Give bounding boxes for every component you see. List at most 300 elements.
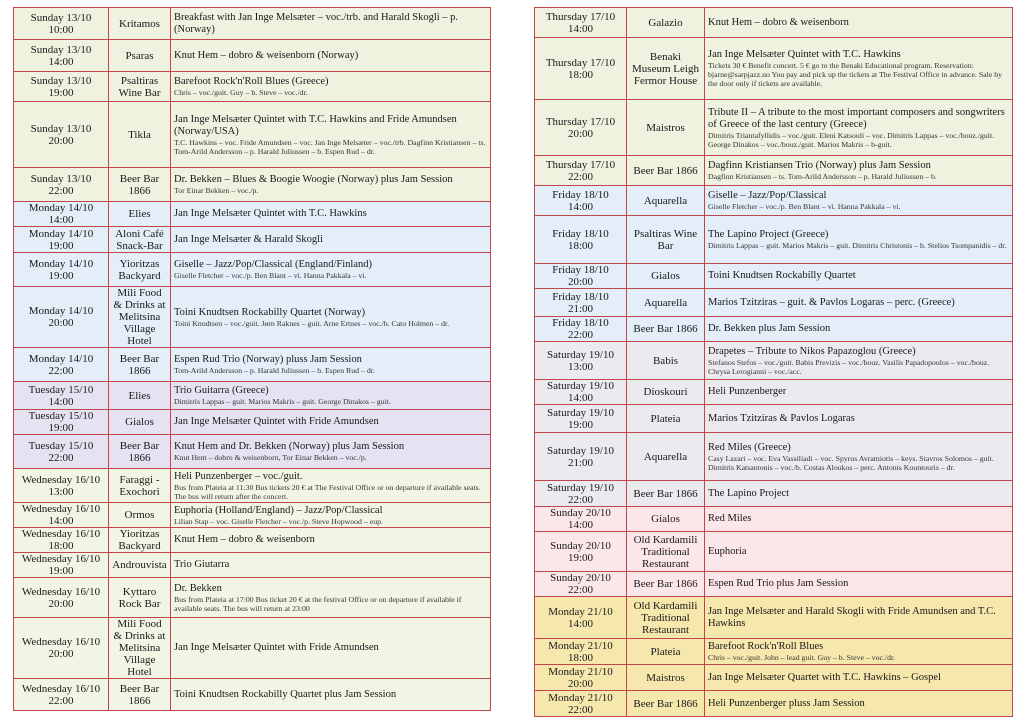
event-title: Jan Inge Melsæter Quintet with Fride Amundsen	[174, 642, 379, 653]
event-cell	[171, 40, 491, 72]
schedule-row	[535, 665, 1013, 691]
event-title: Jan Inge Melsæter Quintet with T.C. Hawkins	[174, 208, 367, 219]
event-cell	[171, 503, 491, 528]
event-date: Friday 18/10	[552, 188, 609, 201]
event-date: Thursday 17/10	[545, 158, 616, 171]
event-time: 10:00	[48, 23, 74, 36]
date-time-cell	[535, 100, 627, 156]
event-date: Sunday 20/10	[550, 539, 611, 552]
date-time-cell	[535, 572, 627, 597]
event-details: Casy Lazari – voc. Eva Vassiliadi – voc. Spyros Avramiotis – keys. Stavros Solomos – guit. Dimitris Katsantonis – voc./b. Costas Aloukos – perc. Antonis Kountouris – dr.	[708, 453, 994, 472]
schedule-row	[14, 348, 491, 382]
venue-cell	[109, 469, 171, 503]
event-time: 19:00	[567, 551, 594, 564]
venue-cell	[109, 287, 171, 348]
venue-name: Kyttaro Rock Bar	[118, 585, 161, 610]
venue-name: Plateia	[650, 645, 681, 658]
date-time-cell	[535, 405, 627, 433]
event-cell	[171, 382, 491, 410]
date-time-cell	[535, 639, 627, 665]
event-title: Espen Rud Trio (Norway) pluss Jam Session	[174, 354, 362, 365]
venue-cell	[109, 503, 171, 528]
event-time: 19:00	[48, 422, 74, 434]
venue-name: Gialos	[651, 270, 680, 282]
event-time: 18:00	[567, 651, 594, 664]
venue-cell	[627, 481, 705, 507]
event-date: Wednesday 16/10	[21, 553, 101, 565]
event-title: Heli Punzenberger – voc./guit.	[174, 470, 303, 482]
venue-name: Yioritzas Backyard	[118, 257, 161, 282]
event-cell	[171, 410, 491, 435]
schedule-row	[14, 202, 491, 227]
date-time-cell	[535, 289, 627, 317]
event-cell	[705, 597, 1013, 639]
event-date: Sunday 13/10	[30, 43, 92, 56]
date-time-cell	[14, 503, 109, 528]
date-time-cell	[14, 410, 109, 435]
event-title: The Lapino Project (Greece)	[708, 229, 829, 240]
event-cell	[705, 264, 1013, 289]
date-time-cell	[535, 342, 627, 380]
venue-cell	[627, 597, 705, 639]
event-time: 18:00	[567, 68, 594, 81]
venue-name: Mili Food & Drinks at Melitsina Village Hotel	[113, 618, 166, 678]
event-date: Saturday 19/10	[547, 406, 614, 419]
event-time: 19:00	[567, 418, 594, 431]
venue-name: Beer Bar 1866	[633, 697, 698, 710]
event-time: 14:00	[567, 22, 594, 35]
date-time-cell	[14, 578, 109, 618]
schedule-row	[14, 553, 491, 578]
schedule-row	[14, 287, 491, 348]
event-date: Wednesday 16/10	[21, 636, 101, 648]
schedule-row	[14, 528, 491, 553]
event-title: Red Miles	[708, 513, 752, 524]
venue-cell	[627, 380, 705, 405]
venue-name: Tikla	[128, 128, 151, 141]
event-title: Barefoot Rock'n'Roll Blues (Greece)	[174, 76, 329, 87]
event-title: Drapetes – Tribute to Nikos Papazoglou (Greece)	[708, 345, 916, 357]
event-cell	[171, 528, 491, 553]
event-details: Bus from Plateia at 11:30 Bus tickets 20 € at The Festival Office or on departure if available seats. The bus will return after the concert.	[174, 482, 481, 501]
event-cell	[705, 405, 1013, 433]
venue-name: Psaras	[125, 49, 154, 62]
event-date: Wednesday 16/10	[21, 528, 101, 540]
schedule-row	[14, 168, 491, 202]
event-cell	[705, 380, 1013, 405]
schedule-row	[535, 572, 1013, 597]
event-date: Monday 14/10	[28, 257, 94, 270]
date-time-cell	[14, 202, 109, 227]
event-date: Sunday 13/10	[30, 172, 92, 185]
event-time: 19:00	[48, 269, 74, 282]
event-details: Bus from Plateia at 17:00 Bus ticket 20 € at the festival Office or on departure if available if available seats. The bus will return at 23:00	[174, 594, 462, 613]
event-title: Trio Giutarra	[174, 559, 230, 570]
event-details: Tor Einar Bekken – voc./p.	[174, 186, 259, 195]
venue-name: Dioskouri	[643, 386, 688, 398]
event-time: 22:00	[567, 170, 594, 183]
venue-name: Yioritzas Backyard	[118, 528, 161, 552]
venue-cell	[627, 342, 705, 380]
date-time-cell	[14, 469, 109, 503]
venue-name: Elies	[128, 389, 151, 402]
event-details: Tom-Arild Andersson – p. Harald Juliussen – b. Espen Rud – dr.	[174, 366, 375, 375]
schedule-row	[535, 405, 1013, 433]
event-cell	[171, 202, 491, 227]
schedule-table-right-body	[535, 8, 1013, 717]
schedule-row	[14, 503, 491, 528]
venue-cell	[627, 264, 705, 289]
event-cell	[705, 100, 1013, 156]
venue-name: Plateia	[650, 412, 681, 425]
date-time-cell	[14, 679, 109, 711]
schedule-row	[14, 72, 491, 102]
venue-cell	[109, 168, 171, 202]
date-time-cell	[14, 168, 109, 202]
venue-name: Mili Food & Drinks at Melitsina Village Hotel	[113, 287, 166, 347]
schedule-row	[14, 435, 491, 469]
event-cell	[705, 317, 1013, 342]
date-time-cell	[535, 8, 627, 38]
event-title: The Lapino Project	[708, 487, 790, 499]
venue-cell	[109, 382, 171, 410]
event-details: Knut Hem – dobro & weisenborn, Tor Einar Bekken – voc./p.	[174, 453, 367, 462]
schedule-row	[535, 691, 1013, 717]
event-cell	[705, 186, 1013, 216]
event-date: Monday 21/10	[548, 665, 613, 678]
venue-cell	[627, 186, 705, 216]
venue-cell	[627, 691, 705, 717]
date-time-cell	[535, 380, 627, 405]
event-title: Knut Hem and Dr. Bekken (Norway) plus Jam Session	[174, 441, 405, 452]
date-time-cell	[14, 40, 109, 72]
venue-name: Faraggi - Exochori	[119, 473, 160, 498]
event-cell	[171, 102, 491, 168]
venue-cell	[109, 553, 171, 578]
schedule-row	[535, 507, 1013, 532]
schedule-row	[14, 618, 491, 679]
venue-name: Beer Bar 1866	[119, 439, 160, 464]
event-title: Marios Tzitziras & Pavlos Logaras	[708, 412, 855, 424]
schedule-table-right	[534, 7, 1013, 717]
event-date: Sunday 13/10	[30, 74, 92, 87]
event-date: Thursday 17/10	[545, 10, 616, 23]
event-date: Sunday 13/10	[30, 122, 92, 135]
event-date: Monday 21/10	[548, 691, 613, 704]
event-time: 20:00	[567, 276, 594, 288]
schedule-row	[535, 100, 1013, 156]
event-date: Wednesday 16/10	[21, 682, 101, 695]
event-cell	[705, 38, 1013, 100]
event-title: Dr. Bekken – Blues & Boogie Woogie (Norway) plus Jam Session	[174, 174, 453, 185]
event-date: Saturday 19/10	[547, 481, 614, 494]
event-cell	[171, 8, 491, 40]
event-cell	[705, 289, 1013, 317]
event-date: Tuesday 15/10	[28, 439, 94, 452]
event-title: Marios Tzitziras – guit. & Pavlos Logaras – perc. (Greece)	[708, 296, 955, 308]
event-title: Dr. Bekken	[174, 582, 222, 594]
venue-cell	[627, 289, 705, 317]
date-time-cell	[535, 507, 627, 532]
event-title: Giselle – Jazz/Pop/Classical (England/Finland)	[174, 259, 373, 270]
event-date: Monday 21/10	[548, 639, 613, 652]
venue-name: Psaltiras Wine Bar	[633, 227, 698, 252]
venue-name: Aquarella	[643, 296, 688, 309]
event-time: 14:00	[567, 200, 594, 213]
event-time: 14:00	[567, 617, 594, 630]
venue-name: Elies	[128, 208, 151, 220]
event-cell	[705, 8, 1013, 38]
schedule-row	[14, 578, 491, 618]
schedule-row	[14, 227, 491, 253]
schedule-table-left	[13, 7, 491, 711]
venue-name: Old Kardamili Traditional Restaurant	[633, 599, 698, 636]
date-time-cell	[535, 216, 627, 264]
venue-name: Maistros	[646, 671, 685, 684]
schedule-row	[535, 380, 1013, 405]
event-time: 14:00	[48, 515, 74, 527]
event-details: Tickets 30 € Benefit concert. 5 € go to the Benaki Educational program. Reservation: bjarne@sarpjazz.no You pay and pick up the tickets at The Festival Office in advance. Sale by the door only if tickets are available.	[708, 61, 1002, 88]
date-time-cell	[535, 317, 627, 342]
event-date: Wednesday 16/10	[21, 503, 101, 515]
venue-cell	[109, 679, 171, 711]
schedule-row	[535, 317, 1013, 342]
schedule-row	[14, 469, 491, 503]
event-title: Dr. Bekken plus Jam Session	[708, 323, 831, 334]
event-time: 21:00	[567, 302, 594, 315]
event-details: Stefanos Stefos – voc./guit. Babis Previzis – voc./bouz. Vasilis Papadopoulos – voc./bouz. Chrysa Lerogianni – voc./acc.	[708, 357, 990, 376]
event-time: 20:00	[48, 134, 74, 147]
event-date: Sunday 20/10	[550, 572, 611, 584]
event-cell	[705, 156, 1013, 186]
venue-name: Beer Bar 1866	[119, 172, 160, 197]
venue-cell	[109, 40, 171, 72]
event-time: 20:00	[48, 597, 74, 610]
event-cell	[171, 168, 491, 202]
event-time: 22:00	[48, 451, 74, 464]
event-date: Monday 14/10	[28, 352, 94, 365]
event-title: Euphoria (Holland/England) – Jazz/Pop/Classical	[174, 504, 383, 516]
schedule-row	[535, 289, 1013, 317]
event-title: Toini Knudtsen Rockabilly Quartet plus Jam Session	[174, 688, 397, 700]
event-date: Monday 14/10	[28, 227, 94, 240]
event-details: Lilian Stap – voc. Giselle Fletcher – voc./p. Steve Hopwood – eup.	[174, 516, 383, 526]
event-cell	[171, 578, 491, 618]
event-date: Tuesday 15/10	[28, 383, 94, 396]
event-cell	[171, 253, 491, 287]
date-time-cell	[535, 433, 627, 481]
venue-name: Ormos	[124, 509, 155, 521]
venue-name: Galazio	[648, 16, 683, 29]
venue-cell	[627, 100, 705, 156]
schedule-row	[535, 264, 1013, 289]
schedule-row	[535, 433, 1013, 481]
event-details: Toini Knudtsen – voc./guit. Jørn Raknes – guit. Arne Ertnes – voc./b. Cato Holmen – dr.	[174, 318, 450, 328]
event-title: Jan Inge Melsæter & Harald Skogli	[174, 233, 324, 245]
venue-name: Maistros	[646, 121, 685, 134]
event-title: Trio Guitarra (Greece)	[174, 385, 269, 396]
venue-name: Kritamos	[119, 17, 160, 30]
event-time: 20:00	[48, 317, 74, 329]
event-details: Dimitris Triantafyllidis – voc./guit. Eleni Katsouli – voc. Dimitris Lappas – voc./bouz./guit. George Dinakos – voc./bouz./guit. Marios Makris – b-guit.	[708, 130, 995, 149]
venue-cell	[627, 572, 705, 597]
event-cell	[705, 216, 1013, 264]
event-time: 22:00	[567, 703, 594, 716]
event-cell	[171, 72, 491, 102]
date-time-cell	[14, 102, 109, 168]
venue-cell	[109, 8, 171, 40]
schedule-row	[535, 156, 1013, 186]
event-cell	[705, 532, 1013, 572]
date-time-cell	[535, 597, 627, 639]
schedule-row	[14, 253, 491, 287]
venue-cell	[627, 433, 705, 481]
venue-name: Benaki Museum Leigh Fermor House	[632, 50, 699, 87]
date-time-cell	[535, 38, 627, 100]
schedule-row	[14, 40, 491, 72]
event-cell	[705, 639, 1013, 665]
venue-cell	[627, 532, 705, 572]
event-date: Monday 21/10	[548, 605, 613, 618]
event-details: Dagfinn Kristiansen – ts. Tom-Arild Andersson – p. Harald Juliussen – b.	[708, 172, 937, 181]
event-date: Friday 18/10	[552, 317, 609, 329]
event-date: Monday 14/10	[28, 305, 94, 317]
event-title: Toini Knudtsen Rockabilly Quartet (Norway)	[174, 306, 366, 318]
event-date: Tuesday 15/10	[28, 410, 94, 422]
event-date: Wednesday 16/10	[21, 585, 101, 598]
event-time: 14:00	[567, 392, 594, 404]
event-date: Friday 18/10	[552, 227, 609, 240]
venue-name: Beer Bar 1866	[119, 352, 160, 377]
date-time-cell	[14, 382, 109, 410]
event-time: 13:00	[48, 485, 74, 498]
event-title: Breakfast with Jan Inge Melsæter – voc./trb. and Harald Skogli – p. (Norway)	[174, 11, 459, 35]
event-time: 20:00	[567, 127, 594, 140]
event-time: 13:00	[567, 360, 594, 373]
event-title: Jan Inge Melsæter and Harald Skogli with Fride Amundsen and T.C. Hawkins	[708, 605, 996, 629]
event-time: 14:00	[48, 395, 74, 408]
schedule-row	[14, 102, 491, 168]
event-date: Wednesday 16/10	[21, 473, 101, 486]
event-date: Friday 18/10	[552, 264, 609, 276]
event-cell	[171, 287, 491, 348]
venue-cell	[627, 8, 705, 38]
event-title: Knut Hem – dobro & weisenborn (Norway)	[174, 49, 359, 61]
schedule-table-left-body	[14, 8, 491, 711]
venue-cell	[109, 528, 171, 553]
event-date: Thursday 17/10	[545, 115, 616, 128]
date-time-cell	[14, 618, 109, 679]
event-cell	[171, 435, 491, 469]
venue-name: Babis	[652, 354, 679, 367]
date-time-cell	[14, 8, 109, 40]
event-date: Sunday 13/10	[30, 11, 92, 24]
venue-cell	[627, 216, 705, 264]
event-time: 22:00	[567, 493, 594, 506]
venue-cell	[109, 202, 171, 227]
date-time-cell	[535, 691, 627, 717]
event-title: Jan Inge Melsæter Quintet with T.C. Hawkins	[708, 49, 901, 60]
date-time-cell	[535, 532, 627, 572]
event-title: Heli Punzenberger	[708, 386, 787, 397]
venue-cell	[109, 435, 171, 469]
venue-cell	[627, 156, 705, 186]
event-cell	[705, 433, 1013, 481]
venue-name: Aloni Café Snack-Bar	[115, 227, 164, 252]
date-time-cell	[14, 227, 109, 253]
event-cell	[705, 572, 1013, 597]
date-time-cell	[535, 156, 627, 186]
event-time: 20:00	[48, 648, 74, 660]
venue-name: Beer Bar 1866	[633, 164, 698, 177]
event-time: 19:00	[48, 565, 74, 577]
schedule-row	[535, 481, 1013, 507]
event-date: Thursday 17/10	[545, 56, 616, 69]
event-date: Monday 14/10	[28, 202, 94, 214]
schedule-row	[14, 679, 491, 711]
event-title: Heli Punzenberger pluss Jam Session	[708, 697, 865, 709]
venue-cell	[109, 72, 171, 102]
venue-cell	[627, 665, 705, 691]
event-cell	[705, 342, 1013, 380]
venue-cell	[109, 253, 171, 287]
date-time-cell	[14, 528, 109, 553]
event-title: Toini Knudtsen Rockabilly Quartet	[708, 270, 856, 281]
schedule-row	[14, 382, 491, 410]
schedule-row	[535, 8, 1013, 38]
date-time-cell	[14, 72, 109, 102]
event-time: 22:00	[567, 329, 594, 341]
venue-name: Gialos	[651, 513, 680, 525]
event-date: Sunday 20/10	[550, 507, 611, 519]
date-time-cell	[14, 435, 109, 469]
venue-name: Aquarella	[643, 450, 688, 463]
schedule-row	[14, 8, 491, 40]
schedule-row	[535, 342, 1013, 380]
date-time-cell	[535, 481, 627, 507]
event-date: Saturday 19/10	[547, 444, 614, 457]
venue-cell	[109, 410, 171, 435]
event-details: Dimitris Lappas – guit. Marios Makris – guit. Dimitris Christonis – b. Stelios Tsompanidis – dr.	[708, 241, 1007, 250]
event-cell	[705, 691, 1013, 717]
event-cell	[705, 507, 1013, 532]
event-title: Dagfinn Kristiansen Trio (Norway) plus Jam Session	[708, 160, 931, 171]
schedule-row	[535, 532, 1013, 572]
schedule-row	[535, 639, 1013, 665]
event-cell	[171, 679, 491, 711]
venue-name: Androuvista	[112, 559, 167, 571]
event-time: 22:00	[48, 694, 74, 707]
venue-name: Aquarella	[643, 194, 688, 207]
event-time: 14:00	[48, 55, 74, 68]
schedule-row	[535, 597, 1013, 639]
event-details: Chris – voc./guit. John – lead guit. Guy – b. Steve – voc./dr.	[708, 653, 896, 662]
event-title: Jan Inge Melsæter Quintet with Fride Amundsen	[174, 416, 379, 427]
date-time-cell	[535, 186, 627, 216]
event-title: Euphoria	[708, 545, 747, 557]
venue-cell	[109, 618, 171, 679]
event-title: Jan Inge Melsæter Quintet with T.C. Hawkins and Fride Amundsen (Norway/USA)	[174, 113, 457, 137]
event-title: Espen Rud Trio plus Jam Session	[708, 578, 849, 589]
venue-name: Beer Bar 1866	[633, 578, 698, 590]
date-time-cell	[535, 665, 627, 691]
event-title: Red Miles (Greece)	[708, 441, 791, 453]
event-time: 22:00	[48, 364, 74, 377]
event-time: 22:00	[567, 584, 594, 596]
event-cell	[171, 553, 491, 578]
event-details: Dimitris Lappas – guit. Marios Makris – guit. George Dinakos – guit.	[174, 397, 391, 406]
event-time: 14:00	[48, 214, 74, 226]
